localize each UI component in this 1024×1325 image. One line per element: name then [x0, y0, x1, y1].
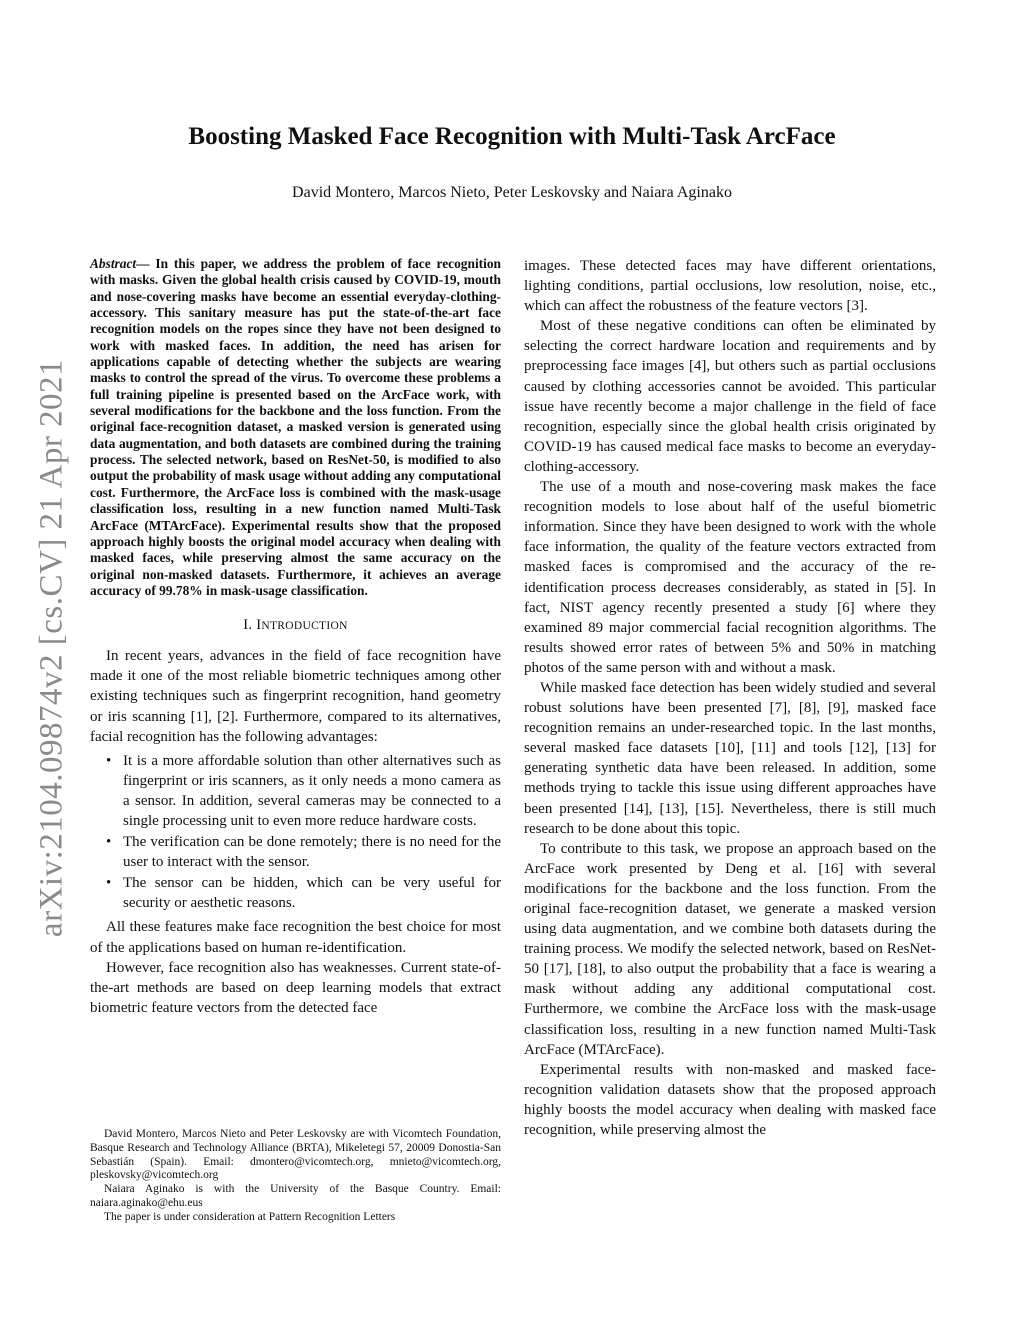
section-first-letter: I	[256, 617, 262, 634]
list-item	[106, 751, 501, 831]
right-paragraph-continuation: images. These detected faces may have different orientations, lighting conditions, partial occlusions, low resolution, noise, etc., which can affect the robustness of the feature vectors [3].	[524, 258, 936, 315]
right-column	[524, 256, 936, 1140]
intro-paragraph-1: In recent years, advances in the field of face recognition have made it one of the most reliable biometric techniques among other existing techniques such as fingerprint recognition, hand geometry or iris scanning [1], [2]. Furthermore, compared to its alternatives, facial recognition has the following advantages:	[90, 648, 501, 745]
section-title-rest: NTRODUCTION	[261, 620, 348, 633]
right-paragraph-2: Most of these negative conditions can often be eliminated by selecting the correct hardware location and requirements and by preprocessing face images [4], but others such as partial occlusions caused by clothing accessories cannot be avoided. This particular issue have recently become a major challenge in the field of face recognition, especially since the global health crisis originated by COVID-19 has caused medical face masks to become an everyday-clothing-accessory.	[524, 318, 936, 475]
arxiv-identifier-text: arXiv:2104.09874v2 [cs.CV] 21 Apr 2021	[33, 358, 70, 938]
footnotes	[90, 1128, 501, 1225]
list-item	[106, 832, 501, 872]
footnote-affiliation-2: Naiara Aginako is with the University of the Basque Country. Email: naiara.aginako@ehu.eus	[90, 1183, 501, 1209]
advantages-list	[90, 751, 501, 914]
abstract	[90, 256, 501, 599]
section-heading-introduction	[90, 617, 501, 634]
footnote-status: The paper is under consideration at Pattern Recognition Letters	[104, 1210, 396, 1223]
abstract-label: Abstract	[90, 256, 137, 271]
paper-title: Boosting Masked Face Recognition with Multi-Task ArcFace	[188, 123, 836, 150]
intro-paragraph-3: However, face recognition also has weaknesses. Current state-of-the-art methods are based on deep learning models that extract biometric feature vectors from the detected face	[90, 959, 501, 1016]
bullet-icon: •	[106, 752, 112, 769]
section-number: I.	[243, 617, 257, 634]
right-paragraph-5: To contribute to this task, we propose an approach based on the ArcFace work presented by Deng et al. [16] with several modifications for the backbone and the loss function. From the original face-recognition dataset, we generate a masked version using data augmentation, and we combine both datasets during the training process. We modify the selected network, based on ResNet-50 [17], [18], to also output the probability that a face is wearing a mask without adding any additional computational cost. Furthermore, we combine the ArcFace loss with the mask-usage classification loss, resulting in a new function named Multi-Task ArcFace (MTArcFace).	[524, 840, 936, 1058]
bullet-icon: •	[106, 875, 112, 892]
intro-paragraph-2: All these features make face recognition the best choice for most of the applications based on human re-identification.	[90, 919, 501, 956]
list-item	[106, 873, 501, 913]
abstract-text: In this paper, we address the problem of face recognition with masks. Given the global health crisis caused by COVID-19, mouth and nose-covering masks have become an essential everyday-clothing-accessory. This sanitary measure has put the state-of-the-art face recognition models on the ropes since they have not been designed to work with masked faces. In addition, the need has arisen for applications capable of detecting whether the subjects are wearing masks to control the spread of the virus. To overcome these problems a full training pipeline is presented based on the ArcFace work, with several modifications for the backbone and the loss function. From the original face-recognition dataset, a masked version is generated using data augmentation, and both datasets are combined during the training process. The selected network, based on ResNet-50, is modified to also output the probability of mask usage without adding any computational cost. Furthermore, the ArcFace loss is combined with the mask-usage classification loss, resulting in a new function named Multi-Task ArcFace (MTArcFace). Experimental results show that the proposed approach highly boosts the original model accuracy when dealing with masked faces, while preserving almost the same accuracy on the original non-masked datasets. Furthermore, it achieves an average accuracy of 99.78% in mask-usage classification.	[90, 256, 501, 598]
list-item-text: The verification can be done remotely; there is no need for the user to interact with the sensor.	[123, 834, 501, 871]
author-list: David Montero, Marcos Nieto, Peter Leskovsky and Naiara Aginako	[292, 184, 732, 201]
right-paragraph-6: Experimental results with non-masked and masked face-recognition validation datasets show that the proposed approach highly boosts the model accuracy when dealing with masked face recognition, while preserving almost the	[524, 1061, 936, 1139]
right-paragraph-3: The use of a mouth and nose-covering mask makes the face recognition models to lose about half of the useful biometric information. Since they have been designed to work with the whole face information, the quality of the feature vectors extracted from masked faces is compromised and the accuracy of the re-identification process decreases considerably, as stated in [5]. In fact, NIST agency recently presented a study [6] where they examined 89 major commercial facial recognition algorithms. The results showed error rates of between 5% and 50% in matching photos of the same person with and without a mask.	[524, 479, 936, 676]
right-paragraph-4: While masked face detection has been widely studied and several robust solutions have been presented [7], [8], [9], masked face recognition remains an under-researched topic. In the last months, several masked face datasets [10], [11] and tools [12], [13] for generating synthetic data have been released. In addition, some methods trying to tackle this issue using different approaches have been presented [14], [13], [15]. Nevertheless, there is still much research to be done about this topic.	[524, 679, 936, 837]
bullet-icon: •	[106, 834, 112, 851]
list-item-text: The sensor can be hidden, which can be very useful for security or aesthetic reasons.	[123, 875, 501, 912]
left-column	[90, 256, 501, 1018]
footnote-affiliation-1: David Montero, Marcos Nieto and Peter Leskovsky are with Vicomtech Foundation, Basque Research and Technology Alliance (BRTA), Mikeletegi 57, 20009 Donostia-San Sebastián (Spain). Email: dmontero@vicomtech.org, mnieto@vicomtech.org, pleskovsky@vicomtech.org	[90, 1128, 501, 1182]
abstract-dash: —	[136, 256, 156, 271]
list-item-text: It is a more affordable solution than other alternatives such as fingerprint or iris scanners, as it only needs a mono camera as a sensor. In addition, several cameras may be connected to a single processing unit to even more reduce hardware costs.	[123, 752, 501, 829]
